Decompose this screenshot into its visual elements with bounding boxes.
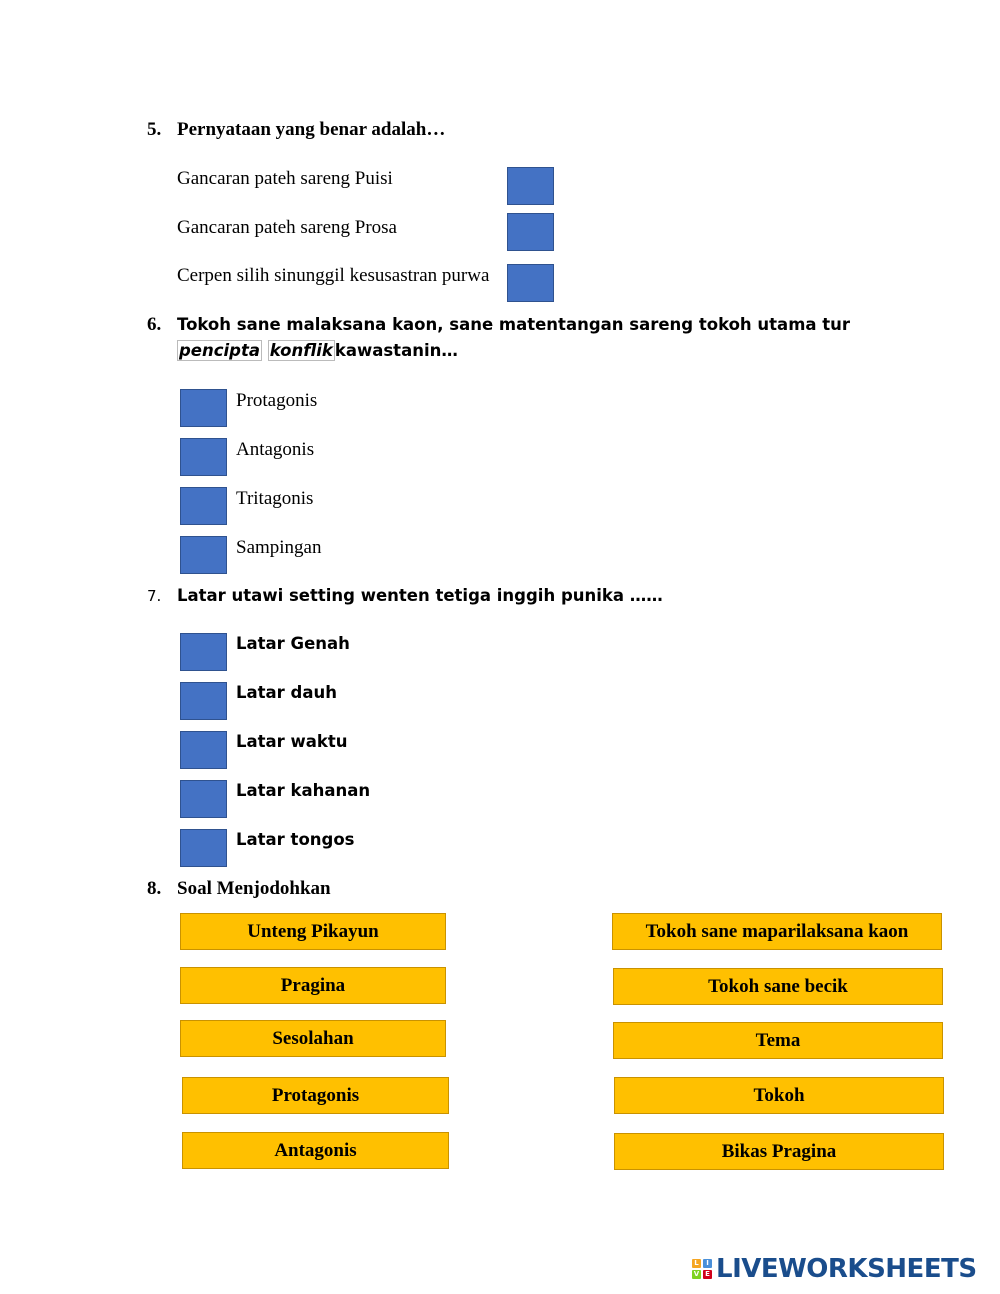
match-right-item[interactable]: Tokoh <box>614 1077 944 1114</box>
q6-option-3-checkbox[interactable] <box>180 487 227 525</box>
logo-letter: L <box>692 1259 701 1268</box>
q6-question-part2: kawastanin… <box>334 341 458 360</box>
q5-option-label: Gancaran pateh sareng Puisi <box>177 168 393 189</box>
match-left-item[interactable]: Pragina <box>180 967 446 1004</box>
q8-number: 8. <box>147 878 162 899</box>
match-left-item[interactable]: Antagonis <box>182 1132 449 1169</box>
match-right-item[interactable]: Tokoh sane maparilaksana kaon <box>612 913 942 950</box>
q7-option-5-checkbox[interactable] <box>180 829 227 867</box>
q7-option-label: Latar kahanan <box>236 781 371 800</box>
match-right-item[interactable]: Bikas Pragina <box>614 1133 944 1170</box>
q6-option-label: Protagonis <box>236 390 318 411</box>
q5-option-2-checkbox[interactable] <box>507 213 554 251</box>
match-right-item[interactable]: Tema <box>613 1022 943 1059</box>
q5-option-label: Gancaran pateh sareng Prosa <box>177 217 397 238</box>
q5-option-3-checkbox[interactable] <box>507 264 554 302</box>
logo-letter: I <box>703 1259 712 1268</box>
logo-letter: V <box>693 1270 700 1278</box>
q6-option-label: Sampingan <box>236 537 322 558</box>
match-left-item[interactable]: Unteng Pikayun <box>180 913 446 950</box>
match-left-item[interactable]: Protagonis <box>182 1077 449 1114</box>
q7-question: Latar utawi setting wenten tetiga inggih punika …… <box>177 586 663 605</box>
q7-option-label: Latar tongos <box>236 830 355 849</box>
q7-option-label: Latar dauh <box>236 683 337 702</box>
q6-option-2-checkbox[interactable] <box>180 438 227 476</box>
q6-question-italic-1: pencipta <box>179 341 261 360</box>
logo-text: LIVEWORKSHEETS <box>716 1254 977 1284</box>
logo-letter: E <box>703 1270 712 1279</box>
q7-option-3-checkbox[interactable] <box>180 731 227 769</box>
q6-question-italic-2: konflik <box>269 341 333 360</box>
q7-option-label: Latar Genah <box>236 634 350 653</box>
q8-title: Soal Menjodohkan <box>177 878 331 899</box>
q6-option-label: Tritagonis <box>236 488 314 509</box>
q5-option-1-checkbox[interactable] <box>507 167 554 205</box>
match-left-item[interactable]: Sesolahan <box>180 1020 446 1057</box>
q7-number: 7. <box>147 587 162 605</box>
q6-question <box>177 312 877 364</box>
q7-option-2-checkbox[interactable] <box>180 682 227 720</box>
q6-option-4-checkbox[interactable] <box>180 536 227 574</box>
q6-option-1-checkbox[interactable] <box>180 389 227 427</box>
q6-number: 6. <box>147 314 162 335</box>
logo-mark <box>692 1259 712 1279</box>
q5-number: 5. <box>147 119 162 140</box>
q7-option-1-checkbox[interactable] <box>180 633 227 671</box>
q5-question: Pernyataan yang benar adalah… <box>177 119 446 140</box>
q5-option-label: Cerpen silih sinunggil kesusastran purwa <box>177 265 490 286</box>
liveworksheets-logo <box>692 1252 977 1286</box>
q7-option-label: Latar waktu <box>236 732 348 751</box>
q7-option-4-checkbox[interactable] <box>180 780 227 818</box>
q6-option-label: Antagonis <box>236 439 315 460</box>
match-right-item[interactable]: Tokoh sane becik <box>613 968 943 1005</box>
q6-question-part1: Tokoh sane malaksana kaon, sane matentangan sareng tokoh utama tur <box>177 315 851 334</box>
